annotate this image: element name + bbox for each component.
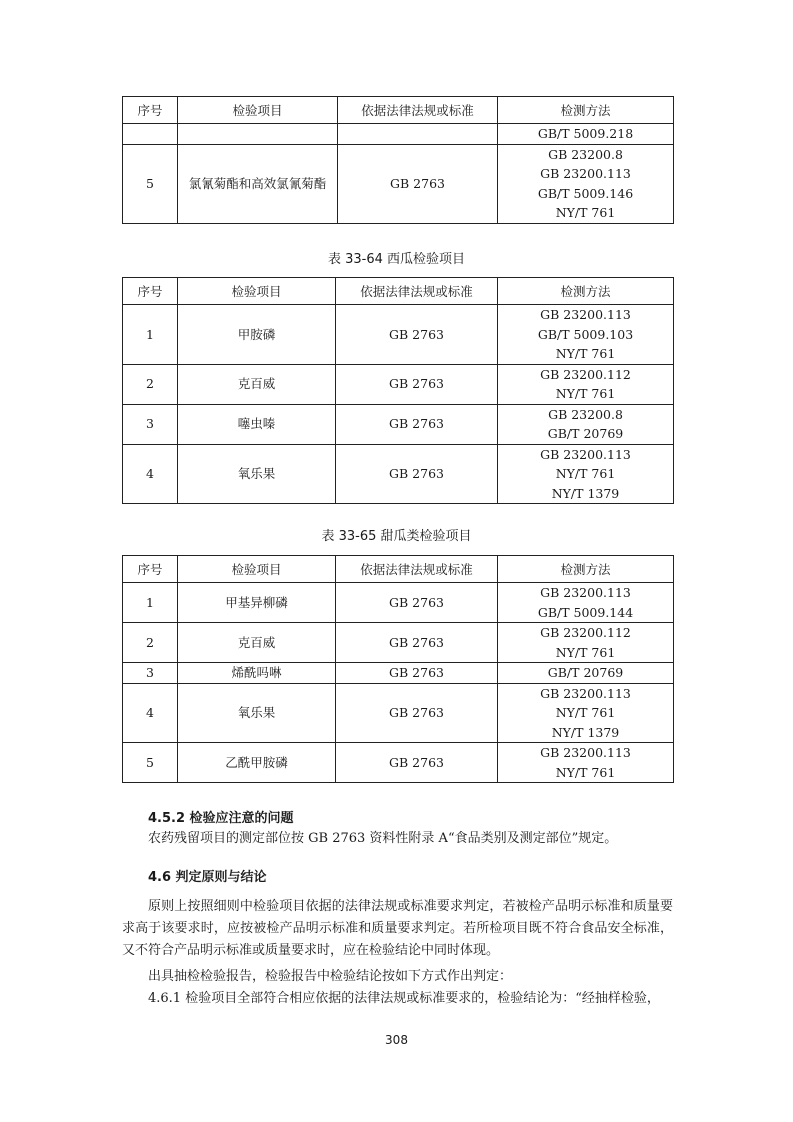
inspection-item-cell: 噻虫嗪 <box>178 404 336 444</box>
test-method: GB/T 5009.103 <box>537 326 634 342</box>
row-number-cell: 2 <box>123 364 178 404</box>
page-number: 308 <box>385 1033 408 1047</box>
table-33-64 <box>122 277 674 504</box>
test-method-cell <box>498 364 674 404</box>
row-number-cell: 5 <box>123 743 178 783</box>
table-continued <box>122 96 674 224</box>
inspection-item-cell: 甲胺磷 <box>178 305 336 365</box>
table-33-65 <box>122 555 674 783</box>
test-method: GB/T 5009.218 <box>537 126 634 141</box>
table-row <box>123 444 674 504</box>
paragraph-4-6-principle: 原则上按照细则中检验项目依据的法律法规或标准要求判定，若被检产品明示标准和质量要求高于该要求时，应按被检产品明示标准和质量要求判定。若所检项目既不符合食品安全标准，又不符合产品明示标准或质量要求时，应在检验结论中同时体现。 <box>122 899 673 958</box>
test-method: NY/T 761 <box>555 205 616 220</box>
standard-cell: GB 2763 <box>336 364 498 404</box>
test-method: GB 23200.113 <box>540 685 631 701</box>
inspection-item-cell: 克百威 <box>178 623 336 663</box>
test-method: GB 23200.112 <box>540 625 631 640</box>
column-header: 序号 <box>123 278 178 305</box>
inspection-item-cell: 烯酰吗啉 <box>178 663 336 684</box>
paragraph-4-5-2: 农药残留项目的测定部位按 GB 2763 资料性附录 A“食品类别及测定部位”规定。 <box>148 831 618 846</box>
table-row <box>123 623 674 663</box>
column-header: 检验项目 <box>178 97 338 124</box>
section-heading-4-6: 4.6 判定原则与结论 <box>148 870 267 885</box>
test-method: GB 23200.113 <box>540 307 631 322</box>
test-method-cell <box>498 124 674 145</box>
standard-cell: GB 2763 <box>336 305 498 365</box>
test-method: NY/T 761 <box>555 705 616 720</box>
test-method-cell <box>498 583 674 623</box>
test-method-cell <box>498 404 674 444</box>
test-method: NY/T 1379 <box>551 485 620 501</box>
test-method: GB 23200.112 <box>540 366 631 382</box>
table-caption-33-64: 表 33-64 西瓜检验项目 <box>327 252 466 267</box>
table-row <box>123 124 674 145</box>
test-method: NY/T 761 <box>555 346 616 361</box>
table-header-row <box>123 278 674 305</box>
row-number-cell: 3 <box>123 663 178 684</box>
test-method-cell <box>498 743 674 783</box>
row-number-cell <box>123 124 178 145</box>
test-method-cell <box>498 305 674 365</box>
inspection-item-cell: 克百威 <box>178 364 336 404</box>
test-method: GB 23200.113 <box>540 585 631 600</box>
column-header: 检测方法 <box>498 278 674 305</box>
standard-cell: GB 2763 <box>336 623 498 663</box>
table-row <box>123 743 674 783</box>
test-method: GB/T 20769 <box>547 426 624 441</box>
column-header: 序号 <box>123 97 178 124</box>
test-method: GB 23200.8 <box>548 146 623 162</box>
test-method: GB 23200.8 <box>548 406 623 422</box>
row-number-cell: 1 <box>123 583 178 623</box>
column-header: 依据法律法规或标准 <box>338 97 498 124</box>
standard-cell <box>338 124 498 145</box>
column-header: 依据法律法规或标准 <box>336 556 498 583</box>
table-row <box>123 683 674 743</box>
paragraph-4-6-report: 出具抽检检验报告，检验报告中检验结论按如下方式作出判定： <box>148 969 513 984</box>
row-number-cell: 4 <box>123 444 178 504</box>
table-row <box>123 364 674 404</box>
inspection-item-cell: 甲基异柳磷 <box>178 583 336 623</box>
table-row <box>123 144 674 223</box>
row-number-cell: 3 <box>123 404 178 444</box>
table-caption-33-65: 表 33-65 甜瓜类检验项目 <box>321 529 472 544</box>
test-method: GB 23200.113 <box>540 166 631 181</box>
standard-cell: GB 2763 <box>338 144 498 223</box>
inspection-item-cell <box>178 124 338 145</box>
standard-cell: GB 2763 <box>336 663 498 684</box>
test-method: NY/T 761 <box>555 764 616 780</box>
row-number-cell: 1 <box>123 305 178 365</box>
standard-cell: GB 2763 <box>336 683 498 743</box>
standard-cell: GB 2763 <box>336 583 498 623</box>
standard-cell: GB 2763 <box>336 404 498 444</box>
table-header-row <box>123 97 674 124</box>
test-method: NY/T 761 <box>555 644 616 660</box>
inspection-item-cell: 氧乐果 <box>178 444 336 504</box>
test-method-cell <box>498 623 674 663</box>
test-method: GB/T 20769 <box>547 665 624 680</box>
test-method-cell <box>498 444 674 504</box>
column-header: 检验项目 <box>178 278 336 305</box>
test-method: NY/T 761 <box>555 466 616 481</box>
column-header: 检测方法 <box>498 97 674 124</box>
column-header: 检测方法 <box>498 556 674 583</box>
test-method: GB 23200.113 <box>540 745 631 760</box>
test-method: NY/T 761 <box>555 386 616 401</box>
standard-cell: GB 2763 <box>336 743 498 783</box>
table-row <box>123 663 674 684</box>
table-header-row <box>123 556 674 583</box>
column-header: 序号 <box>123 556 178 583</box>
standard-cell: GB 2763 <box>336 444 498 504</box>
table-row <box>123 305 674 365</box>
inspection-item-cell: 氧乐果 <box>178 683 336 743</box>
section-heading-4-5-2: 4.5.2 检验应注意的问题 <box>148 811 294 826</box>
test-method-cell <box>498 683 674 743</box>
column-header: 检验项目 <box>178 556 336 583</box>
column-header: 依据法律法规或标准 <box>336 278 498 305</box>
test-method: GB/T 5009.144 <box>537 604 634 620</box>
row-number-cell: 4 <box>123 683 178 743</box>
test-method: NY/T 1379 <box>551 724 620 740</box>
inspection-item-cell: 乙酰甲胺磷 <box>178 743 336 783</box>
row-number-cell: 5 <box>123 144 178 223</box>
paragraph-4-6-1: 4.6.1 检验项目全部符合相应依据的法律法规或标准要求的，检验结论为：“经抽样检验， <box>148 991 660 1006</box>
inspection-item-cell: 氯氰菊酯和高效氯氰菊酯 <box>178 144 338 223</box>
test-method-cell <box>498 144 674 223</box>
test-method: GB/T 5009.146 <box>537 185 634 201</box>
table-row <box>123 583 674 623</box>
table-row <box>123 404 674 444</box>
test-method: GB 23200.113 <box>540 446 631 462</box>
test-method-cell <box>498 663 674 684</box>
row-number-cell: 2 <box>123 623 178 663</box>
